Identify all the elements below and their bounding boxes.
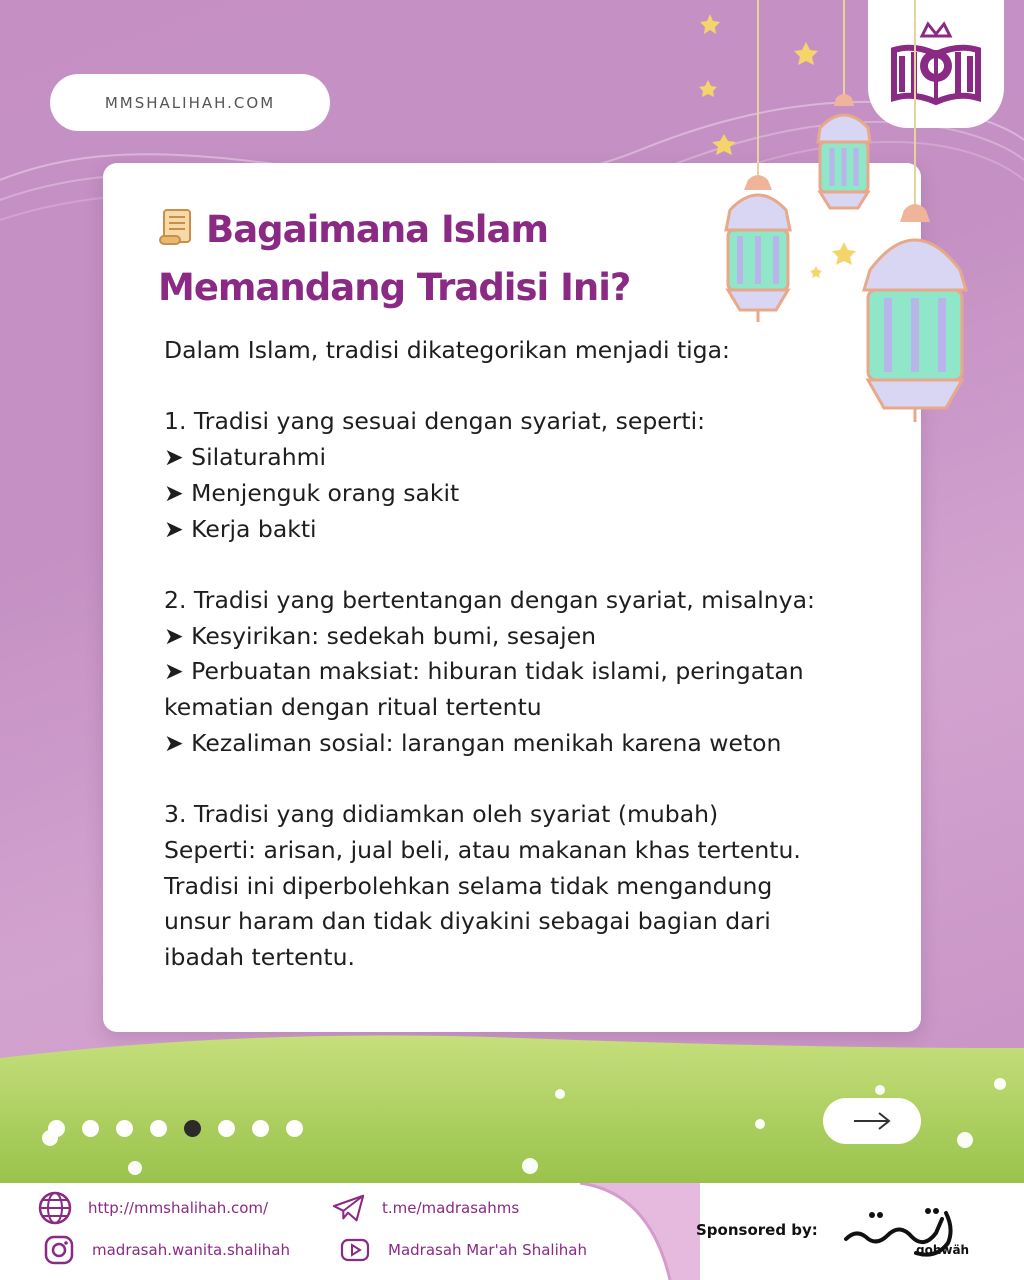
footer-youtube[interactable]: [338, 1233, 587, 1267]
section-2-item: ➤ Kezaliman sosial: larangan menikah karena weton: [164, 728, 782, 757]
instagram-handle[interactable]: madrasah.wanita.shalihah: [92, 1241, 290, 1259]
section-2-item-continued: kematian dengan ritual tertentu: [164, 693, 542, 721]
scroll-icon: [158, 206, 196, 246]
youtube-icon: [338, 1233, 372, 1267]
section-3-text: Seperti: arisan, jual beli, atau makanan khas tertentu.: [164, 835, 801, 864]
next-slide-button[interactable]: [823, 1098, 921, 1144]
title-text-2: Memandang Tradisi Ini?: [158, 266, 631, 309]
card-title: [158, 201, 718, 317]
site-url-pill[interactable]: [50, 74, 330, 131]
youtube-channel[interactable]: Madrasah Mar'ah Shalihah: [388, 1241, 587, 1259]
page-dot[interactable]: [218, 1120, 235, 1137]
section-3-heading: 3. Tradisi yang didiamkan oleh syariat (mubah): [164, 800, 719, 829]
footer-bar: [0, 1183, 1024, 1280]
site-url-label: MMSHALIHAH.COM: [104, 93, 276, 112]
page-dot[interactable]: [286, 1120, 303, 1137]
section-1-item: ➤ Menjenguk orang sakit: [164, 478, 460, 507]
page-dot[interactable]: [82, 1120, 99, 1137]
spacer: [164, 761, 884, 797]
section-3-text: Tradisi ini diperbolehkan selama tidak mengandung: [164, 871, 773, 900]
section-2-item: ➤ Kesyirikan: sedekah bumi, sesajen: [164, 621, 597, 650]
footer-website[interactable]: [38, 1191, 268, 1225]
title-line-1: [158, 201, 718, 259]
lantern-middle-icon: [818, 94, 870, 208]
section-1-heading: 1. Tradisi yang sesuai dengan syariat, seperti:: [164, 407, 706, 436]
footer-instagram[interactable]: [42, 1233, 290, 1267]
globe-icon: [38, 1191, 72, 1225]
spacer: [164, 547, 884, 583]
section-1-item: ➤ Kerja bakti: [164, 514, 317, 543]
section-3-text: ibadah tertentu.: [164, 942, 356, 971]
sponsor-brand-logo-icon: [836, 1193, 976, 1273]
pagination-dots: [48, 1120, 303, 1138]
page-dot[interactable]: [150, 1120, 167, 1137]
page-dot[interactable]: [116, 1120, 133, 1137]
lantern-right-icon: [864, 204, 966, 422]
section-3-text: unsur haram dan tidak diyakini sebagai bagian dari: [164, 907, 771, 936]
arrow-right-icon: [852, 1111, 892, 1131]
telegram-link[interactable]: t.me/madrasahms: [382, 1199, 520, 1217]
footer-telegram[interactable]: [332, 1191, 519, 1225]
lantern-left-icon: [726, 175, 790, 322]
section-2-item: ➤ Perbuatan maksiat: hiburan tidak islami, peringatan: [164, 657, 804, 686]
telegram-icon: [332, 1191, 366, 1225]
page-dot[interactable]: [48, 1120, 65, 1137]
sponsor-brand-name: qohwäh: [916, 1243, 970, 1257]
section-1-item: ➤ Silaturahmi: [164, 443, 327, 472]
title-text-1: Bagaimana Islam: [206, 208, 549, 251]
page-dot-active[interactable]: [184, 1120, 201, 1137]
page-dot[interactable]: [252, 1120, 269, 1137]
section-2-heading: 2. Tradisi yang bertentangan dengan syariat, misalnya:: [164, 585, 815, 614]
intro-text: Dalam Islam, tradisi dikategorikan menjadi tiga:: [164, 336, 730, 364]
instagram-icon: [42, 1233, 76, 1267]
sponsored-by-label: Sponsored by:: [696, 1221, 818, 1239]
website-link[interactable]: http://mmshalihah.com/: [88, 1199, 269, 1217]
lantern-decoration: [690, 0, 1024, 430]
